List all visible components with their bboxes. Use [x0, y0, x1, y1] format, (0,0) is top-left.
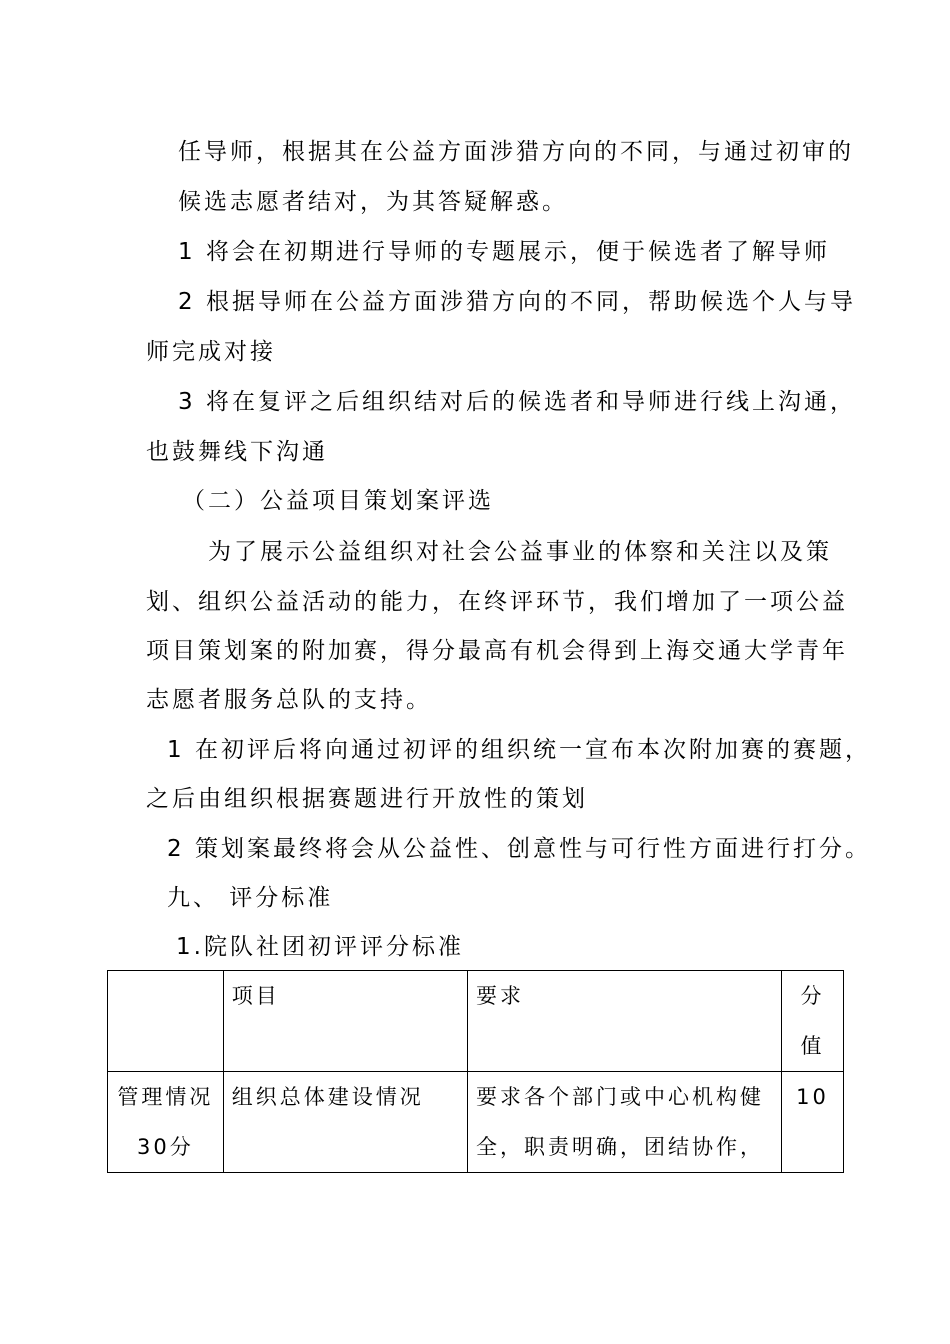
- table-row: [108, 1072, 844, 1173]
- header-score-line: 分: [800, 984, 825, 1008]
- item-cell: 组织总体建设情况: [223, 1072, 467, 1173]
- section-heading: （二）公益项目策划案评选: [182, 488, 494, 514]
- table-caption: 1.院队社团初评评分标准: [176, 934, 464, 960]
- header-cell-requirement: 要求: [467, 971, 781, 1072]
- scoring-table: [107, 970, 844, 1173]
- paragraph-line: 候选志愿者结对，为其答疑解惑。: [178, 189, 568, 215]
- score-cell: 10: [782, 1072, 844, 1173]
- header-cell-empty: [108, 971, 224, 1072]
- section-heading: 九、 评分标准: [167, 885, 334, 911]
- requirement-line: 要求各个部门或中心机构健: [475, 1085, 764, 1109]
- paragraph-line: 划、组织公益活动的能力，在终评环节，我们增加了一项公益: [146, 589, 848, 615]
- paragraph-line: 之后由组织根据赛题进行开放性的策划: [146, 786, 588, 812]
- list-item: 3 将在复评之后组织结对后的候选者和导师进行线上沟通，: [178, 389, 856, 415]
- category-name: 管理情况: [117, 1085, 214, 1109]
- paragraph-line: 师完成对接: [146, 339, 276, 365]
- category-cell: [108, 1072, 224, 1173]
- list-item: 2 根据导师在公益方面涉猎方向的不同，帮助候选个人与导: [178, 289, 856, 315]
- header-cell-score: [782, 971, 844, 1072]
- table-header-row: [108, 971, 844, 1072]
- list-item: 2 策划案最终将会从公益性、创意性与可行性方面进行打分。: [167, 836, 871, 862]
- list-item: 1 将会在初期进行导师的专题展示，便于候选者了解导师: [178, 239, 830, 265]
- header-score-line: 值: [800, 1034, 825, 1058]
- paragraph-line: 志愿者服务总队的支持。: [146, 687, 432, 713]
- header-cell-item: 项目: [223, 971, 467, 1072]
- paragraph-line: 项目策划案的附加赛，得分最高有机会得到上海交通大学青年: [146, 638, 848, 664]
- requirement-line: 全，职责明确，团结协作，: [475, 1135, 764, 1159]
- category-points: 30分: [137, 1135, 194, 1159]
- paragraph-line: 为了展示公益组织对社会公益事业的体察和关注以及策: [208, 539, 832, 565]
- list-item: 1 在初评后将向通过初评的组织统一宣布本次附加赛的赛题，: [167, 737, 871, 763]
- paragraph-line: 也鼓舞线下沟通: [146, 439, 328, 465]
- requirement-cell: [467, 1072, 781, 1173]
- paragraph-line: 任导师，根据其在公益方面涉猎方向的不同，与通过初审的: [178, 139, 854, 165]
